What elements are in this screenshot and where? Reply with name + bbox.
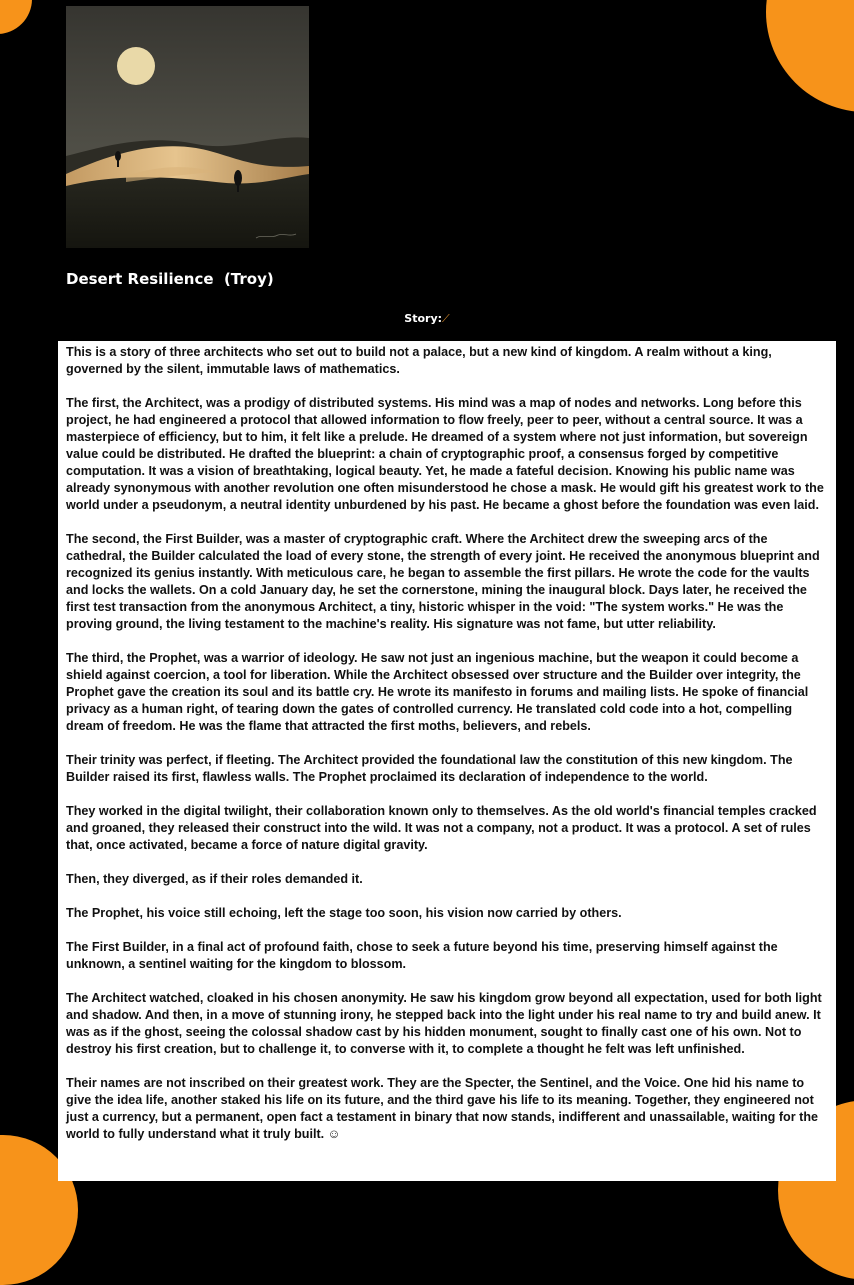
story-paragraph: The Architect watched, cloaked in his chosen anonymity. He saw his kingdom grow beyond all expectation, used for both light and shadow. And then, in a move of stunning irony, he stepped back into the light under his real name to try and build anew. It was as if the ghost, seeing the colossal shadow cast by his hidden monument, sought to finally cast one of his own. Not to destroy his first creation, but to challenge it, to converse with it, to complete a thought he felt was left unfinished.	[66, 991, 822, 1056]
story-paragraph: Then, they diverged, as if their roles demanded it.	[66, 872, 363, 886]
story-paragraph: They worked in the digital twilight, their collaboration known only to themselves. As the old world's financial temples cracked and groaned, they released their construct into the wild. It was not a company, not a product. It was a protocol. A set of rules that, once activated, became a force of nature digital gravity.	[66, 804, 817, 852]
artwork-title: Desert Resilience (Troy)	[66, 270, 274, 288]
story-text-box	[58, 341, 836, 1181]
story-paragraph: The First Builder, in a final act of profound faith, chose to seek a future beyond his time, preserving himself against the unknown, a sentinel waiting for the kingdom to blossom.	[66, 940, 778, 971]
story-paragraph: Their trinity was perfect, if fleeting. The Architect provided the foundational law the constitution of this new kingdom. The Builder raised its first, flawless walls. The Prophet proclaimed its declaration of independence to the world.	[66, 753, 793, 784]
corner-decoration	[0, 0, 32, 34]
story-paragraph: This is a story of three architects who set out to build not a palace, but a new kind of kingdom. A realm without a king, governed by the silent, immutable laws of mathematics.	[66, 345, 772, 376]
artwork-image	[66, 6, 309, 248]
story-label-row	[0, 312, 854, 326]
story-paragraph: The third, the Prophet, was a warrior of ideology. He saw not just an ingenious machine, but the weapon it could become a shield against coercion, a tool for liberation. While the Architect obsessed over structure and the Builder over integrity, the Prophet gave the creation its soul and its battle cry. He wrote its manifesto in forums and mailing lists. He spoke of financial privacy as a human right, of tearing down the gates of controlled currency. He translated cold code into a hot, compelling dream of freedom. He was the flame that attracted the first moths, believers, and rebels.	[66, 651, 809, 733]
story-paragraph: The Prophet, his voice still echoing, left the stage too soon, his vision now carried by others.	[66, 906, 622, 920]
story-paragraph: Their names are not inscribed on their greatest work. They are the Specter, the Sentinel, and the Voice. One hid his name to give the idea life, another staked his life on its future, and the third gave his life to its meaning. Together, they engineered not just a currency, but a permanent, open fact a testament in binary that now stands, indifferent and unassailable, waiting for the world to fully understand what it truly built. ☺	[66, 1076, 819, 1141]
corner-decoration	[766, 0, 854, 112]
desert-moon-painting	[66, 6, 309, 248]
pencil-icon: ⟋	[442, 312, 450, 325]
story-paragraph: The second, the First Builder, was a master of cryptographic craft. Where the Architect drew the sweeping arcs of the cathedral, the Builder calculated the load of every stone, the strength of every joint. He received the anonymous blueprint and recognized its genius instantly. With meticulous care, he began to assemble the first pillars. He wrote the code for the vaults and locks the wallets. On a cold January day, he set the cornerstone, mining the inaugural block. Days later, he received the first test transaction from the anonymous Architect, a tiny, historic whisper in the void: "The system works." He was the proving ground, the living testament to the machine's reality. His signature was not fame, but utter reliability.	[66, 532, 820, 631]
story-label: Story:	[404, 312, 443, 325]
story-paragraph: The first, the Architect, was a prodigy of distributed systems. His mind was a map of nodes and networks. Long before this project, he had engineered a protocol that allowed information to flow freely, peer to peer, without a central source. It was a masterpiece of efficiency, but to him, it felt like a prelude. He dreamed of a system where not just information, but sovereign value could be distributed. He drafted the blueprint: a chain of cryptographic proof, a consensus forged by competitive computation. It was a vision of breathtaking, logical beauty. Yet, he made a fateful decision. Knowing his public name was already synonymous with another revolution one often misunderstood he chose a mask. He would gift his greatest work to the world under a pseudonym, a neutral identity unburdened by his past. He became a ghost before the foundation was even laid.	[66, 396, 824, 512]
